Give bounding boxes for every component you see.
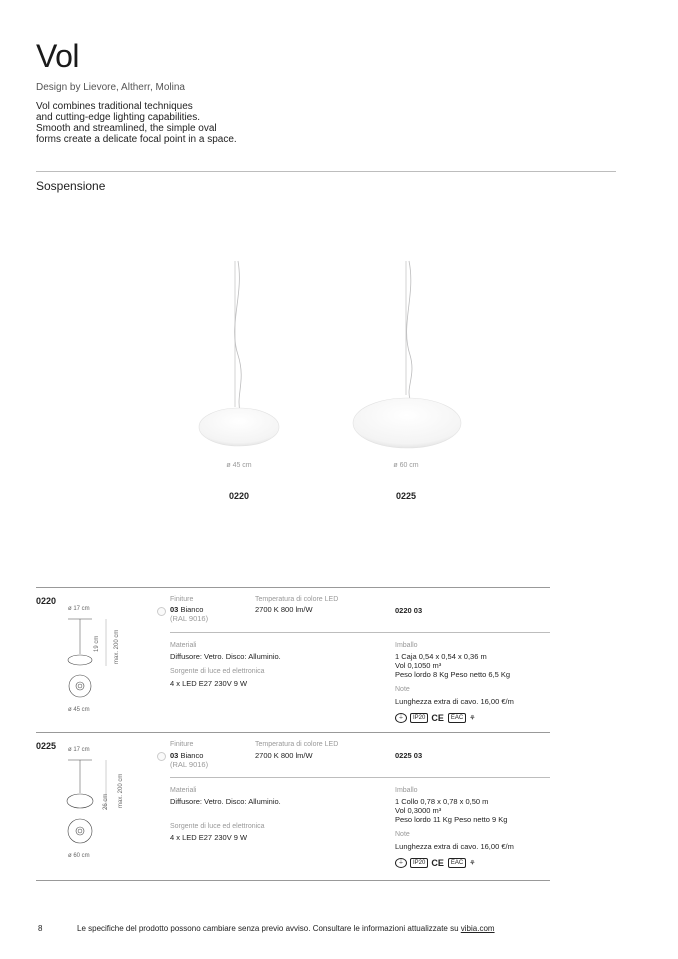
product-code: 0220: [36, 596, 57, 606]
table-bottom-rule: [36, 880, 550, 881]
finish-ral: (RAL 9016): [170, 614, 209, 623]
notes-value: Lunghezza extra di cavo. 16,00 €/m: [395, 697, 514, 706]
footer-link[interactable]: vibia.com: [460, 924, 495, 933]
certifications: [395, 858, 476, 868]
footer-text: Le specifiche del prodotto possono cambiare senza previo avviso. Consultare le informazioni attualizzate su: [77, 924, 461, 933]
dim-height: 26 cm: [103, 793, 109, 810]
class-i-icon: ⏚: [395, 858, 407, 868]
finish-value: [170, 751, 203, 760]
intro-line: and cutting-edge lighting capabilities.: [36, 112, 200, 123]
dim-max-length: max. 200 cm: [118, 773, 124, 808]
finish-name: Bianco: [180, 605, 204, 614]
intro-text: [36, 101, 296, 145]
materials-value: Diffusore: Vetro. Disco: Alluminio.: [170, 652, 281, 661]
article-code: 0225 03: [395, 751, 423, 760]
intro-line: Smooth and streamlined, the simple oval: [36, 123, 217, 134]
figure-caption: ø 45 cm: [226, 462, 252, 469]
dimmable-icon: ⚘: [469, 715, 476, 722]
table-row-rule: [36, 732, 550, 733]
packaging-line: Peso lordo 11 Kg Peso netto 9 Kg: [395, 815, 508, 824]
technical-drawing: [62, 755, 122, 855]
packaging-label: Imballo: [395, 787, 418, 794]
product-title: Vol: [36, 38, 79, 74]
class-i-icon: ⏚: [395, 713, 407, 723]
packaging-line: Vol 0,1050 m³: [395, 661, 442, 670]
packaging-line: 1 Collo 0,78 x 0,78 x 0,50 m: [395, 797, 489, 806]
eac-badge: EAC: [448, 713, 466, 723]
row-divider: [170, 777, 550, 778]
source-label: Sorgente di luce ed elettronica: [170, 668, 265, 675]
packaging-line: 1 Caja 0,54 x 0,54 x 0,36 m: [395, 652, 487, 661]
designer-credit: Design by Lievore, Altherr, Molina: [36, 82, 185, 93]
finish-swatch: [157, 607, 166, 616]
dim-bottom-diameter: ø 60 cm: [68, 853, 90, 859]
lamp-0225-image: [353, 261, 461, 448]
eac-badge: EAC: [448, 858, 466, 868]
color-temp-label: Temperatura di colore LED: [255, 741, 339, 748]
packaging-label: Imballo: [395, 642, 418, 649]
packaging-line: Vol 0,3000 m³: [395, 806, 442, 815]
footer-disclaimer: [77, 924, 495, 933]
lamp-0220-image: [199, 261, 279, 446]
dim-top-diameter: ø 17 cm: [68, 606, 90, 612]
header-divider: [36, 171, 616, 172]
page-number: 8: [38, 924, 43, 933]
finish-name: Bianco: [180, 751, 204, 760]
source-label: Sorgente di luce ed elettronica: [170, 823, 265, 830]
technical-drawing: [62, 614, 122, 704]
source-value: 4 x LED E27 230V 9 W: [170, 679, 248, 688]
figure-code: 0220: [228, 491, 250, 501]
ce-mark: CE: [431, 713, 444, 723]
packaging-line: Peso lordo 8 Kg Peso netto 6,5 Kg: [395, 670, 511, 679]
figure-code: 0225: [395, 491, 417, 501]
dim-bottom-diameter: ø 45 cm: [68, 707, 90, 713]
materials-label: Materiali: [170, 642, 197, 649]
materials-value: Diffusore: Vetro. Disco: Alluminio.: [170, 797, 281, 806]
color-temp-value: 2700 K 800 lm/W: [255, 751, 313, 760]
article-code: 0220 03: [395, 606, 423, 615]
finish-swatch: [157, 752, 166, 761]
ip20-badge: IP20: [410, 713, 428, 723]
product-code: 0225: [36, 741, 57, 751]
materials-label: Materiali: [170, 787, 197, 794]
notes-label: Note: [395, 686, 410, 693]
section-title: Sospensione: [36, 179, 106, 193]
color-temp-value: 2700 K 800 lm/W: [255, 605, 313, 614]
ip20-badge: IP20: [410, 858, 428, 868]
finish-value: [170, 605, 203, 614]
row-divider: [170, 632, 550, 633]
finish-ral: (RAL 9016): [170, 760, 209, 769]
dim-max-length: max. 200 cm: [114, 629, 120, 664]
finish-label: Finiture: [170, 596, 194, 603]
notes-label: Note: [395, 831, 410, 838]
notes-value: Lunghezza extra di cavo. 16,00 €/m: [395, 842, 514, 851]
dimmable-icon: ⚘: [469, 860, 476, 867]
dim-top-diameter: ø 17 cm: [68, 747, 90, 753]
finish-code: 03: [170, 605, 179, 614]
source-value: 4 x LED E27 230V 9 W: [170, 833, 248, 842]
intro-line: forms create a delicate focal point in a space.: [36, 134, 237, 145]
ce-mark: CE: [431, 858, 444, 868]
product-figures: [180, 255, 500, 455]
dim-height: 19 cm: [94, 635, 100, 652]
color-temp-label: Temperatura di colore LED: [255, 596, 339, 603]
certifications: [395, 713, 476, 723]
intro-line: Vol combines traditional techniques: [36, 101, 193, 112]
finish-label: Finiture: [170, 741, 194, 748]
finish-code: 03: [170, 751, 179, 760]
figure-caption: ø 60 cm: [393, 462, 419, 469]
table-top-rule: [36, 587, 550, 588]
